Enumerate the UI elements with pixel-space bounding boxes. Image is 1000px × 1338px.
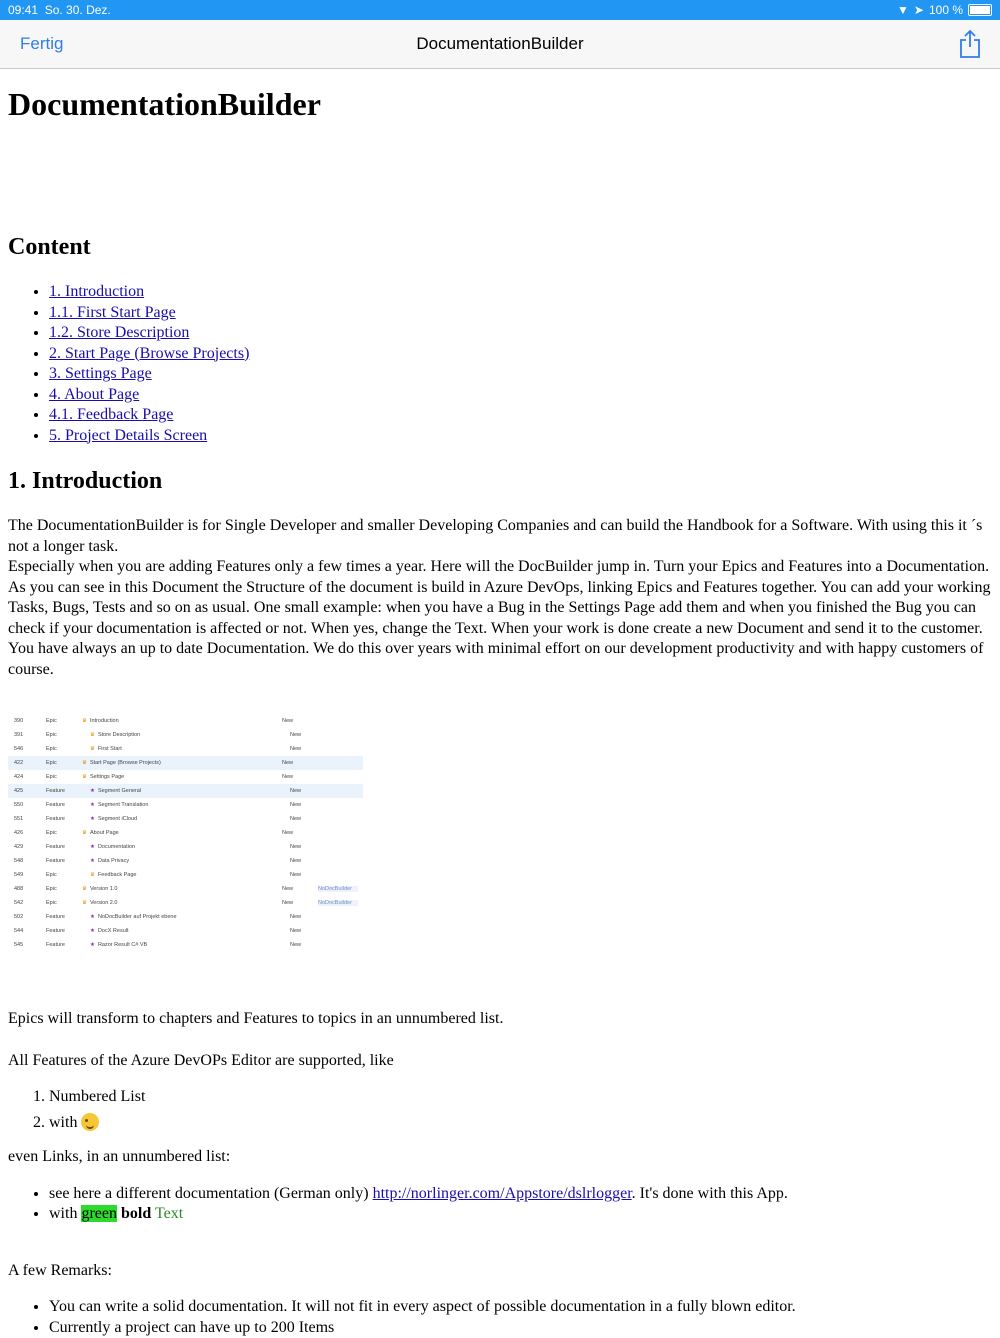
crown-icon: ♛ (90, 732, 95, 738)
toc-link-about-page[interactable]: 4. About Page (49, 386, 139, 403)
toc-item (49, 323, 992, 344)
features-paragraph: All Features of the Azure DevOPs Editor are supported, like (8, 1051, 992, 1072)
toc-item (49, 344, 992, 365)
battery-percent: 100 % (929, 3, 963, 17)
crown-icon: ♛ (82, 718, 87, 724)
remarks-paragraph: A few Remarks: (8, 1261, 992, 1282)
status-time-date: 09:41 So. 30. Dez. (8, 3, 111, 17)
workitem-row: 551 Feature ★ Segment iCloud New (8, 812, 363, 826)
toc-item (49, 364, 992, 385)
toc-item (49, 405, 992, 426)
epics-paragraph: Epics will transform to chapters and Features to topics in an unnumbered list. (8, 1009, 992, 1030)
dslrlogger-link[interactable]: http://norlinger.com/Appstore/dslrlogger (373, 1185, 632, 1202)
document-title: DocumentationBuilder (8, 84, 992, 124)
workitem-row: 429 Feature ★ Documentation New (8, 840, 363, 854)
workitem-row: 548 Feature ★ Data Privacy New (8, 854, 363, 868)
workitem-row: 545 Feature ★ Razor Result C# VB New (8, 938, 363, 952)
wink-emoji-icon (81, 1113, 99, 1131)
numbered-list (8, 1087, 992, 1133)
crown-icon: ♛ (82, 830, 87, 836)
toc-link-settings-page[interactable]: 3. Settings Page (49, 365, 152, 382)
list-item: • Currently a project can have up to 200 Items (49, 1318, 992, 1338)
status-right (897, 3, 992, 17)
crown-icon: ♛ (90, 872, 95, 878)
list-item: • You can write a solid documentation. It will not fit in every aspect of possible documentation in a fully blown editor. (49, 1297, 992, 1318)
trophy-icon: ★ (90, 844, 95, 850)
workitem-row: 422 Epic ♛ Start Page (Browse Projects) New (8, 756, 363, 770)
nav-title: DocumentationBuilder (0, 34, 1000, 54)
trophy-icon: ★ (90, 858, 95, 864)
toc-link-start-page[interactable]: 2. Start Page (Browse Projects) (49, 345, 249, 362)
crown-icon: ♛ (90, 746, 95, 752)
toc-link-feedback-page[interactable]: 4.1. Feedback Page (49, 406, 173, 423)
wifi-icon: ▼ (897, 3, 909, 17)
introduction-heading: 1. Introduction (8, 466, 992, 496)
battery-icon (968, 4, 992, 16)
workitem-row: 391 Epic ♛ Store Description New (8, 728, 363, 742)
trophy-icon: ★ (90, 942, 95, 948)
list-item: • see here a different documentation (German only) http://norlinger.com/Appstore/dslrlogger. It's done with this App. (49, 1184, 992, 1205)
workitem-row: 546 Epic ♛ First Start New (8, 742, 363, 756)
toc-item (49, 282, 992, 303)
list-item: 1. Numbered List (49, 1087, 992, 1108)
toc-item (49, 426, 992, 447)
intro-paragraph-2: Especially when you are adding Features only a few times a year. Here will the DocBuilder jump in. Turn your Epics and Features into a Documentation. As you can see in this Document the Structure of the document is build in Azure DevOps, linking Epics and Features together. You can add your working Tasks, Bugs, Tests and so on as usual. One small example: when you have a Bug in the Settings Page add them and when you finished the Bug you can check if your documentation is affected or not. When yes, change the Text. When your work is done create a new Document and send it to the customer. You have always an up to date Documentation. We do this over years with minimal effort on our development productivity and with happy customers of course. (8, 557, 992, 680)
trophy-icon: ★ (90, 928, 95, 934)
crown-icon: ♛ (82, 774, 87, 780)
toc-link-introduction[interactable]: 1. Introduction (49, 283, 144, 300)
table-of-contents (8, 282, 992, 446)
links-list (8, 1184, 992, 1225)
workitem-row: 424 Epic ♛ Settings Page New (8, 770, 363, 784)
crown-icon: ♛ (82, 886, 87, 892)
trophy-icon: ★ (90, 816, 95, 822)
trophy-icon: ★ (90, 788, 95, 794)
toc-item (49, 385, 992, 406)
toc-link-first-start-page[interactable]: 1.1. First Start Page (49, 304, 176, 321)
links-paragraph: even Links, in an unnumbered list: (8, 1147, 992, 1168)
workitem-row: 550 Feature ★ Segment Translation New (8, 798, 363, 812)
trophy-icon: ★ (90, 914, 95, 920)
document-content (8, 68, 992, 1338)
list-item: • with green bold Text (49, 1204, 992, 1225)
share-icon[interactable] (958, 29, 982, 59)
workitem-row: 502 Feature ★ NoDocBuilder auf Projekt ebene New (8, 910, 363, 924)
toc-link-project-details[interactable]: 5. Project Details Screen (49, 427, 207, 444)
toc-item (49, 303, 992, 324)
status-bar (0, 0, 1000, 20)
workitem-row: 549 Epic ♛ Feedback Page New (8, 868, 363, 882)
workitem-row: 426 Epic ♛ About Page New (8, 826, 363, 840)
location-icon: ➤ (914, 3, 924, 17)
workitem-row: 544 Feature ★ DocX Result New (8, 924, 363, 938)
content-heading: Content (8, 232, 992, 262)
navigation-bar (0, 20, 1000, 69)
workitem-row: 390 Epic ♛ Introduction New (8, 714, 363, 728)
crown-icon: ♛ (82, 760, 87, 766)
trophy-icon: ★ (90, 802, 95, 808)
workitem-row: 425 Feature ★ Segment General New (8, 784, 363, 798)
crown-icon: ♛ (82, 900, 87, 906)
done-button[interactable]: Fertig (20, 34, 63, 54)
workitem-row: 542 Epic ♛ Version 2.0 New NoDocBuilder (8, 896, 363, 910)
remarks-list (8, 1297, 992, 1338)
intro-paragraph-1: The DocumentationBuilder is for Single Developer and smaller Developing Companies and can build the Handbook for a Software. With using this it ´s not a longer task. (8, 516, 992, 557)
workitems-screenshot (8, 714, 363, 959)
list-item: 2. with (49, 1113, 992, 1134)
workitem-row: 488 Epic ♛ Version 1.0 New NoDocBuilder (8, 882, 363, 896)
toc-link-store-description[interactable]: 1.2. Store Description (49, 324, 189, 341)
